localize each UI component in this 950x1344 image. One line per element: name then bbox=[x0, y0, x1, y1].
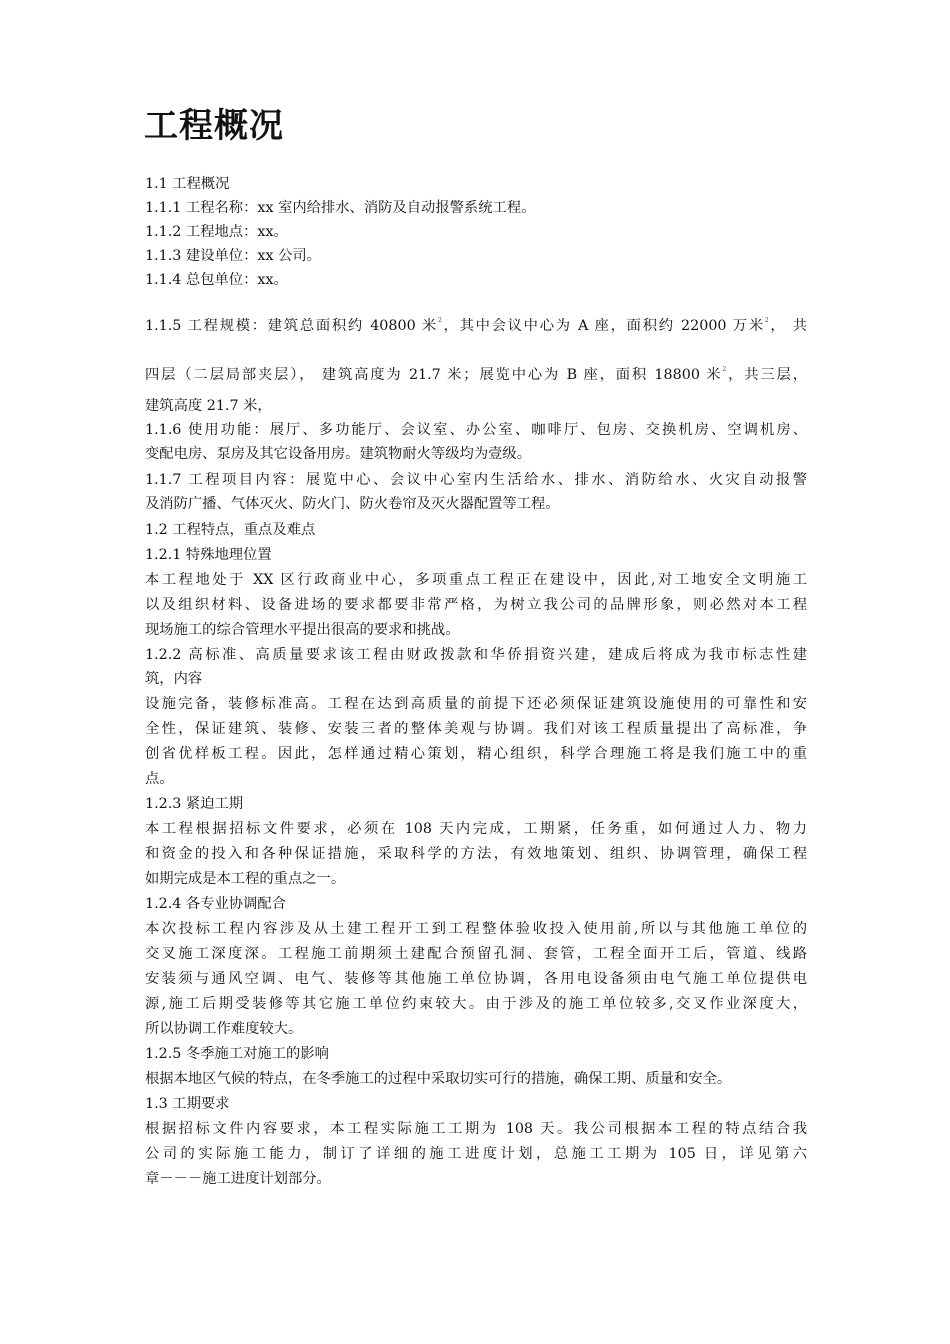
text-segment: ，其中会议中心为 A 座，面积约 22000 万米 bbox=[441, 318, 765, 334]
superscript: 2 bbox=[438, 317, 442, 324]
text-line: 点。 bbox=[145, 771, 174, 787]
text-line: 筑，内容 bbox=[145, 671, 203, 687]
text-line: 交叉施工深度深。工程施工前期须土建配合预留孔洞、套管，工程全面开工后，管道、线路 bbox=[145, 946, 807, 962]
text-line: 1.1.3 建设单位：xx 公司。 bbox=[145, 248, 321, 264]
text-line: 变配电房、泵房及其它设备用房。建筑物耐火等级均为壹级。 bbox=[145, 446, 532, 462]
text-line: 设施完备，装修标准高。工程在达到高质量的前提下还必须保证建筑设施使用的可靠性和安 bbox=[145, 696, 807, 712]
text-segment: 四层（二层局部夹层）， 建筑高度为 21.7 米；展览中心为 B 座，面积 18800 米 bbox=[145, 367, 723, 383]
section-heading: 1.1 工程概况 bbox=[145, 176, 230, 192]
text-line: 及消防广播、气体灭火、防火门、防火卷帘及灭火器配置等工程。 bbox=[145, 496, 560, 512]
text-line: 1.1.4 总包单位：xx。 bbox=[145, 272, 288, 288]
text-line: 安装须与通风空调、电气、装修等其他施工单位协调，各用电设备须由电气施工单位提供电 bbox=[145, 971, 807, 987]
text-line bbox=[145, 309, 807, 339]
text-segment: ，共三层， bbox=[726, 367, 808, 383]
text-line: 建筑高度 21.7 米， bbox=[145, 398, 272, 414]
text-line: 1.1.1 工程名称：xx 室内给排水、消防及自动报警系统工程。 bbox=[145, 200, 536, 216]
text-line bbox=[145, 358, 807, 388]
text-line: 所以协调工作难度较大。 bbox=[145, 1021, 303, 1037]
text-line: 1.1.6 使用功能：展厅、多功能厅、会议室、办公室、咖啡厅、包房、交换机房、空调机房、 bbox=[145, 422, 807, 438]
text-line: 现场施工的综合管理水平提出很高的要求和挑战。 bbox=[145, 622, 460, 638]
superscript: 2 bbox=[764, 317, 769, 324]
text-line: 根据本地区气候的特点，在冬季施工的过程中采取切实可行的措施，确保工期、质量和安全。 bbox=[145, 1071, 732, 1087]
section-heading: 1.2.1 特殊地理位置 bbox=[145, 547, 272, 563]
section-heading: 1.2.4 各专业协调配合 bbox=[145, 896, 286, 912]
text-line: 本工程根据招标文件要求，必须在 108 天内完成，工期紧，任务重，如何通过人力、物力 bbox=[145, 821, 807, 837]
document-title: 工程概况 bbox=[144, 106, 284, 146]
text-segment: 1.1.5 工程规模：建筑总面积约 40800 米 bbox=[145, 318, 438, 334]
text-line: 如期完成是本工程的重点之一。 bbox=[145, 871, 346, 887]
text-line: 和资金的投入和各种保证措施，采取科学的方法，有效地策划、组织、协调管理，确保工程 bbox=[145, 846, 807, 862]
text-line: 全性，保证建筑、装修、安装三者的整体美观与协调。我们对该工程质量提出了高标准，争 bbox=[145, 721, 807, 737]
text-line: 创省优样板工程。因此，怎样通过精心策划，精心组织，科学合理施工将是我们施工中的重 bbox=[145, 746, 807, 762]
text-segment: ， 共 bbox=[768, 318, 807, 334]
text-line: 以及组织材料、设备进场的要求都要非常严格，为树立我公司的品牌形象，则必然对本工程 bbox=[145, 597, 807, 613]
section-heading: 1.2.5 冬季施工对施工的影响 bbox=[145, 1046, 329, 1062]
text-line: 根据招标文件内容要求，本工程实际施工工期为 108 天。我公司根据本工程的特点结合我 bbox=[145, 1121, 807, 1137]
section-heading: 1.3 工期要求 bbox=[145, 1096, 230, 1112]
text-line: 1.2.2 高标准、高质量要求该工程由财政拨款和华侨捐资兴建，建成后将成为我市标志性建 bbox=[145, 647, 807, 663]
text-line: 章－－－施工进度计划部分。 bbox=[145, 1171, 331, 1187]
text-line: 1.1.7 工程项目内容：展览中心、会议中心室内生活给水、排水、消防给水、火灾自动报警 bbox=[145, 472, 807, 488]
text-line: 源,施工后期受装修等其它施工单位约束较大。由于涉及的施工单位较多,交叉作业深度大， bbox=[145, 996, 807, 1012]
superscript: 2 bbox=[722, 366, 727, 373]
section-heading: 1.2.3 紧迫工期 bbox=[145, 796, 244, 812]
text-line: 本工程地处于 XX 区行政商业中心，多项重点工程正在建设中，因此,对工地安全文明施工 bbox=[145, 572, 807, 588]
text-line: 本次投标工程内容涉及从土建工程开工到工程整体验收投入使用前,所以与其他施工单位的 bbox=[145, 921, 807, 937]
text-line: 公司的实际施工能力，制订了详细的施工进度计划，总施工工期为 105 日，详见第六 bbox=[145, 1146, 807, 1162]
section-heading: 1.2 工程特点，重点及难点 bbox=[145, 522, 316, 538]
text-line: 1.1.2 工程地点：xx。 bbox=[145, 224, 288, 240]
